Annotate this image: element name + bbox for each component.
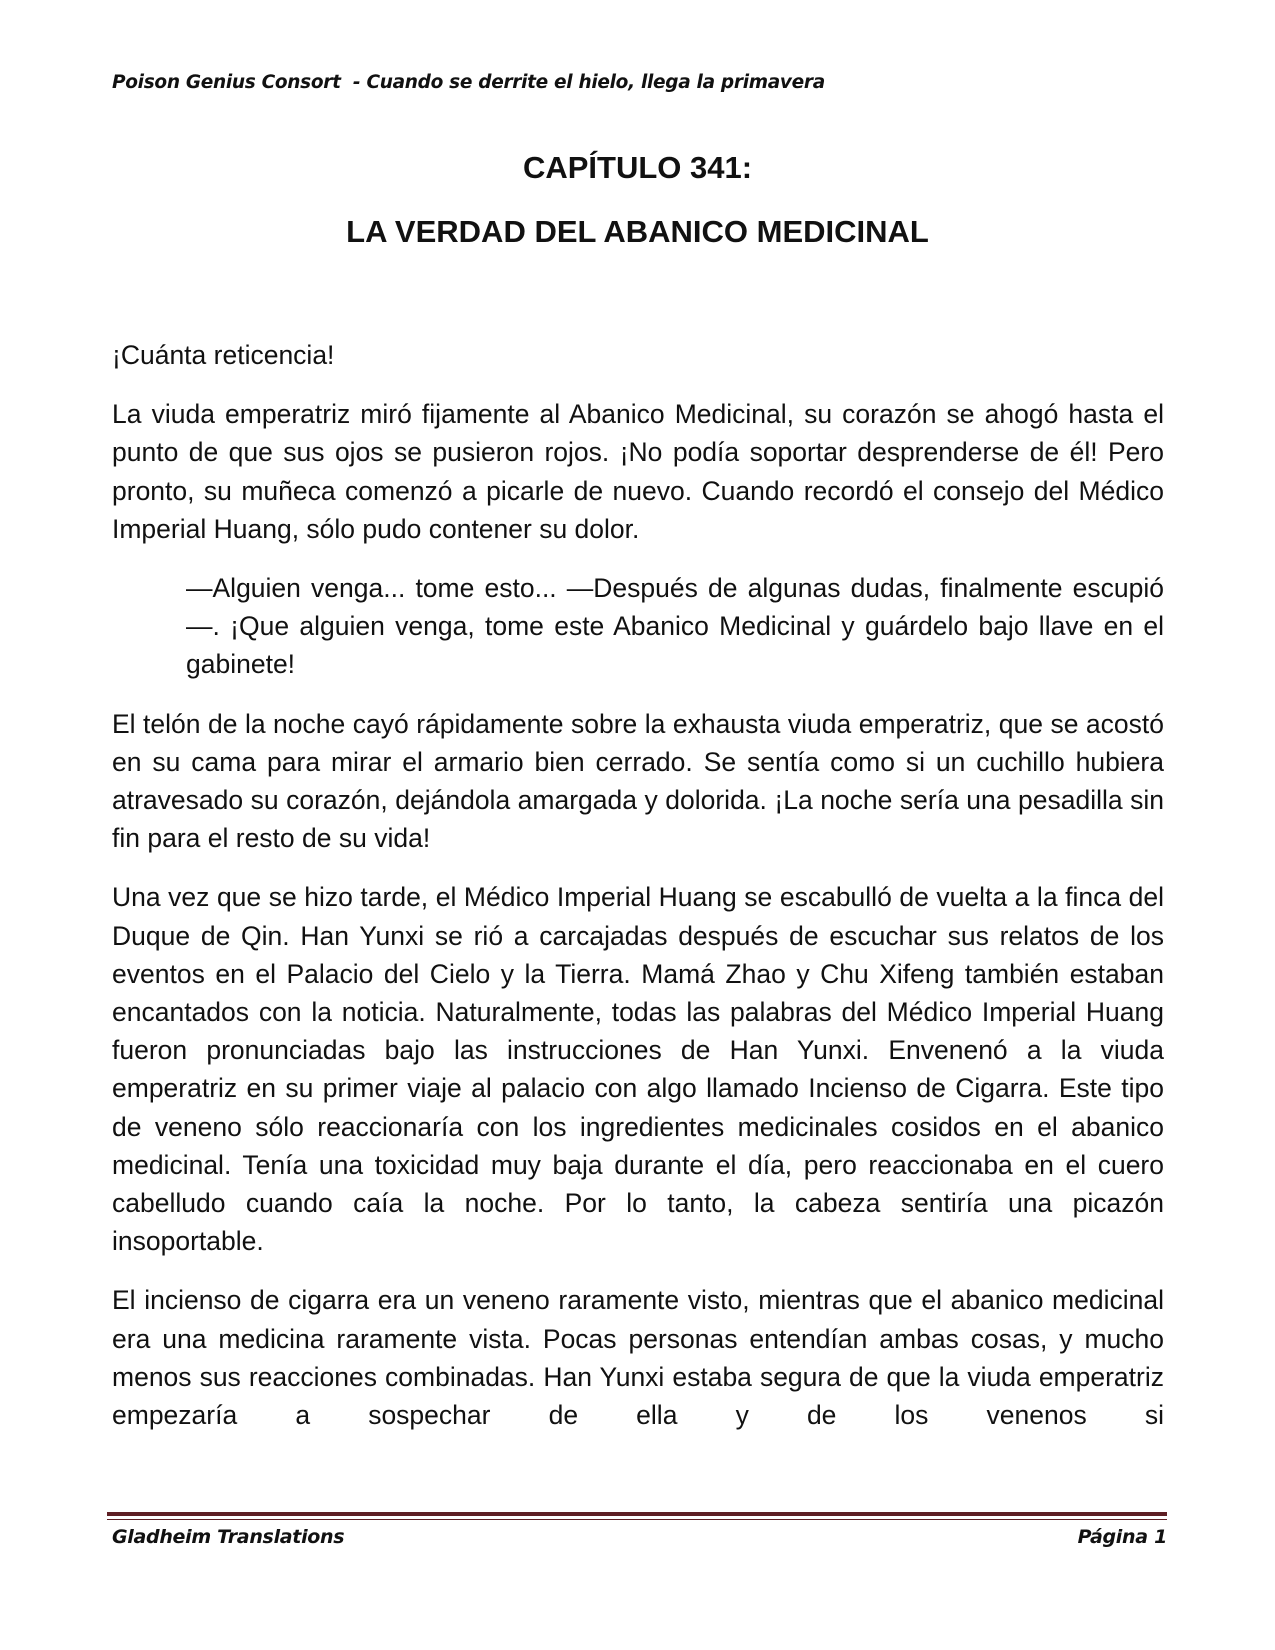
paragraph: La viuda emperatriz miró fijamente al Abanico Medicinal, su corazón se ahogó hasta el punto de que sus ojos se pusieron rojos. ¡No podía soportar desprenderse de él! Pero pronto, su muñeca comenzó a picarle de nuevo. Cuando recordó el consejo del Médico Imperial Huang, sólo pudo contener su dolor. <box>112 399 1164 544</box>
footer-rule-thick <box>107 1512 1167 1516</box>
paragraph: El incienso de cigarra era un veneno raramente visto, mientras que el abanico medicinal era una medicina raramente vista. Pocas personas entendían ambas cosas, y mucho menos sus reacciones combinadas. Han Yunxi estaba segura de que la viuda emperatriz empezaría a sospechar de ella y de los venenos si <box>112 1285 1164 1431</box>
footer-rule-thin <box>107 1519 1167 1520</box>
chapter-title: LA VERDAD DEL ABANICO MEDICINAL <box>346 214 929 249</box>
paragraph: El telón de la noche cayó rápidamente sobre la exhausta viuda emperatriz, que se acostó en su cama para mirar el armario bien cerrado. Se sentía como si un cuchillo hubiera atravesado su corazón, dejándola amargada y dolorida. ¡La noche sería una pesadilla sin fin para el resto de su vida! <box>112 708 1164 854</box>
paragraph: Una vez que se hizo tarde, el Médico Imperial Huang se escabulló de vuelta a la finca del Duque de Qin. Han Yunxi se rió a carcajadas después de escuchar sus relatos de los eventos en el Palacio del Cielo y la Tierra. Mamá Zhao y Chu Xifeng también estaban encantados con la noticia. Naturalmente, todas las palabras del Médico Imperial Huang fueron pronunciadas bajo las instrucciones de Han Yunxi. Envenenó a la viuda emperatriz en su primer viaje al palacio con algo llamado Incienso de Cigarra. Este tipo de veneno sólo reaccionaría con los ingredientes medicinales cosidos en el abanico medicinal. Tenía una toxicidad muy baja durante el día, pero reaccionaba en el cuero cabelludo cuando caía la noche. Por lo tanto, la cabeza sentiría una picazón insoportable. <box>112 882 1164 1257</box>
body-text <box>112 336 1164 1455</box>
running-header: Poison Genius Consort - Cuando se derrite el hielo, llega la primavera <box>112 72 825 93</box>
paragraph: ¡Cuánta reticencia! <box>112 340 335 370</box>
dialogue-paragraph: —Alguien venga... tome esto... —Después de algunas dudas, finalmente escupió—. ¡Que alguien venga, tome este Abanico Medicinal y guárdelo bajo llave en el gabinete! <box>186 573 1164 680</box>
footer-page-number: Página 1 <box>1077 1526 1167 1548</box>
chapter-number: CAPÍTULO 341: <box>522 150 753 185</box>
footer-publisher: Gladheim Translations <box>112 1526 345 1548</box>
